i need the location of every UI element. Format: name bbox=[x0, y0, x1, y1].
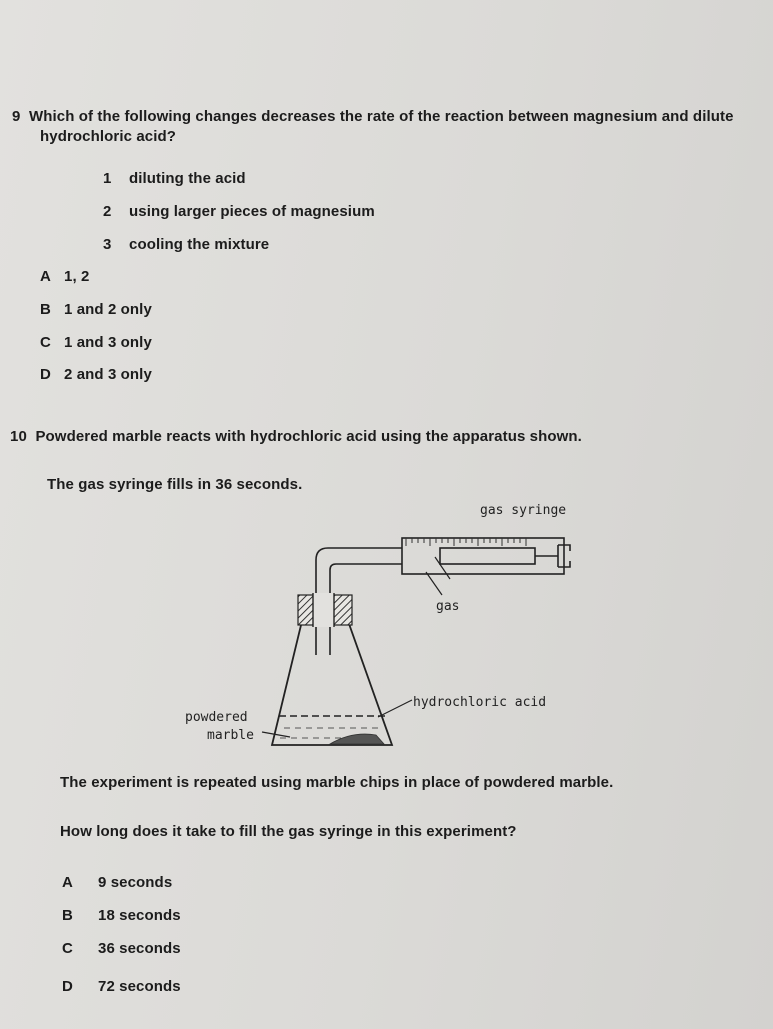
q10-option-c[interactable] bbox=[62, 940, 181, 957]
q9-question-line1: Which of the following changes decreases the rate of the reaction between magnesium and dilute bbox=[29, 108, 734, 125]
conical-flask bbox=[272, 621, 392, 745]
powdered-marble bbox=[330, 734, 384, 744]
q9-option-b[interactable] bbox=[40, 301, 152, 318]
q9-statement-1 bbox=[103, 170, 246, 187]
option-text: 1 and 3 only bbox=[64, 334, 152, 351]
q9-option-a[interactable] bbox=[40, 268, 89, 285]
option-letter: A bbox=[40, 268, 51, 285]
statement-number: 3 bbox=[103, 236, 112, 253]
option-letter: C bbox=[62, 940, 73, 957]
q9-option-d[interactable] bbox=[40, 366, 152, 383]
statement-number: 1 bbox=[103, 170, 112, 187]
label-hydrochloric-acid: hydrochloric acid bbox=[413, 695, 547, 710]
option-text: 18 seconds bbox=[98, 907, 181, 924]
option-letter: B bbox=[40, 301, 51, 318]
statement-text: cooling the mixture bbox=[129, 236, 270, 253]
option-letter: C bbox=[40, 334, 51, 351]
q10-question: How long does it take to fill the gas syringe in this experiment? bbox=[60, 823, 517, 840]
label-marble: marble bbox=[207, 728, 254, 743]
option-letter: A bbox=[62, 874, 73, 891]
q10-fill-time: The gas syringe fills in 36 seconds. bbox=[47, 476, 303, 493]
option-letter: D bbox=[62, 978, 73, 995]
q9-question bbox=[12, 108, 734, 125]
option-letter: D bbox=[40, 366, 51, 383]
statement-number: 2 bbox=[103, 203, 112, 220]
q10-option-a[interactable] bbox=[62, 874, 172, 891]
option-text: 72 seconds bbox=[98, 978, 181, 995]
q9-option-c[interactable] bbox=[40, 334, 152, 351]
label-powdered: powdered bbox=[185, 710, 248, 725]
option-text: 36 seconds bbox=[98, 940, 181, 957]
q10-option-b[interactable] bbox=[62, 907, 181, 924]
option-text: 1, 2 bbox=[64, 268, 90, 285]
q9-statement-3 bbox=[103, 236, 269, 253]
label-gas-syringe: gas syringe bbox=[480, 503, 567, 518]
q9-question-line2: hydrochloric acid? bbox=[40, 128, 176, 145]
option-letter: B bbox=[62, 907, 73, 924]
label-gas: gas bbox=[436, 599, 460, 614]
q10-intro bbox=[10, 428, 582, 445]
option-text: 9 seconds bbox=[98, 874, 173, 891]
gas-syringe bbox=[402, 538, 570, 574]
option-text: 2 and 3 only bbox=[64, 366, 152, 383]
q10-number: 10 bbox=[10, 428, 27, 445]
statement-text: diluting the acid bbox=[129, 170, 246, 187]
q9-statement-2 bbox=[103, 203, 375, 220]
q10-option-d[interactable] bbox=[62, 978, 181, 995]
apparatus-diagram bbox=[180, 495, 600, 765]
q9-number: 9 bbox=[12, 108, 21, 125]
statement-text: using larger pieces of magnesium bbox=[129, 203, 375, 220]
option-text: 1 and 2 only bbox=[64, 301, 152, 318]
q10-repeat: The experiment is repeated using marble chips in place of powdered marble. bbox=[60, 774, 614, 791]
q10-intro-text: Powdered marble reacts with hydrochloric acid using the apparatus shown. bbox=[35, 428, 582, 445]
